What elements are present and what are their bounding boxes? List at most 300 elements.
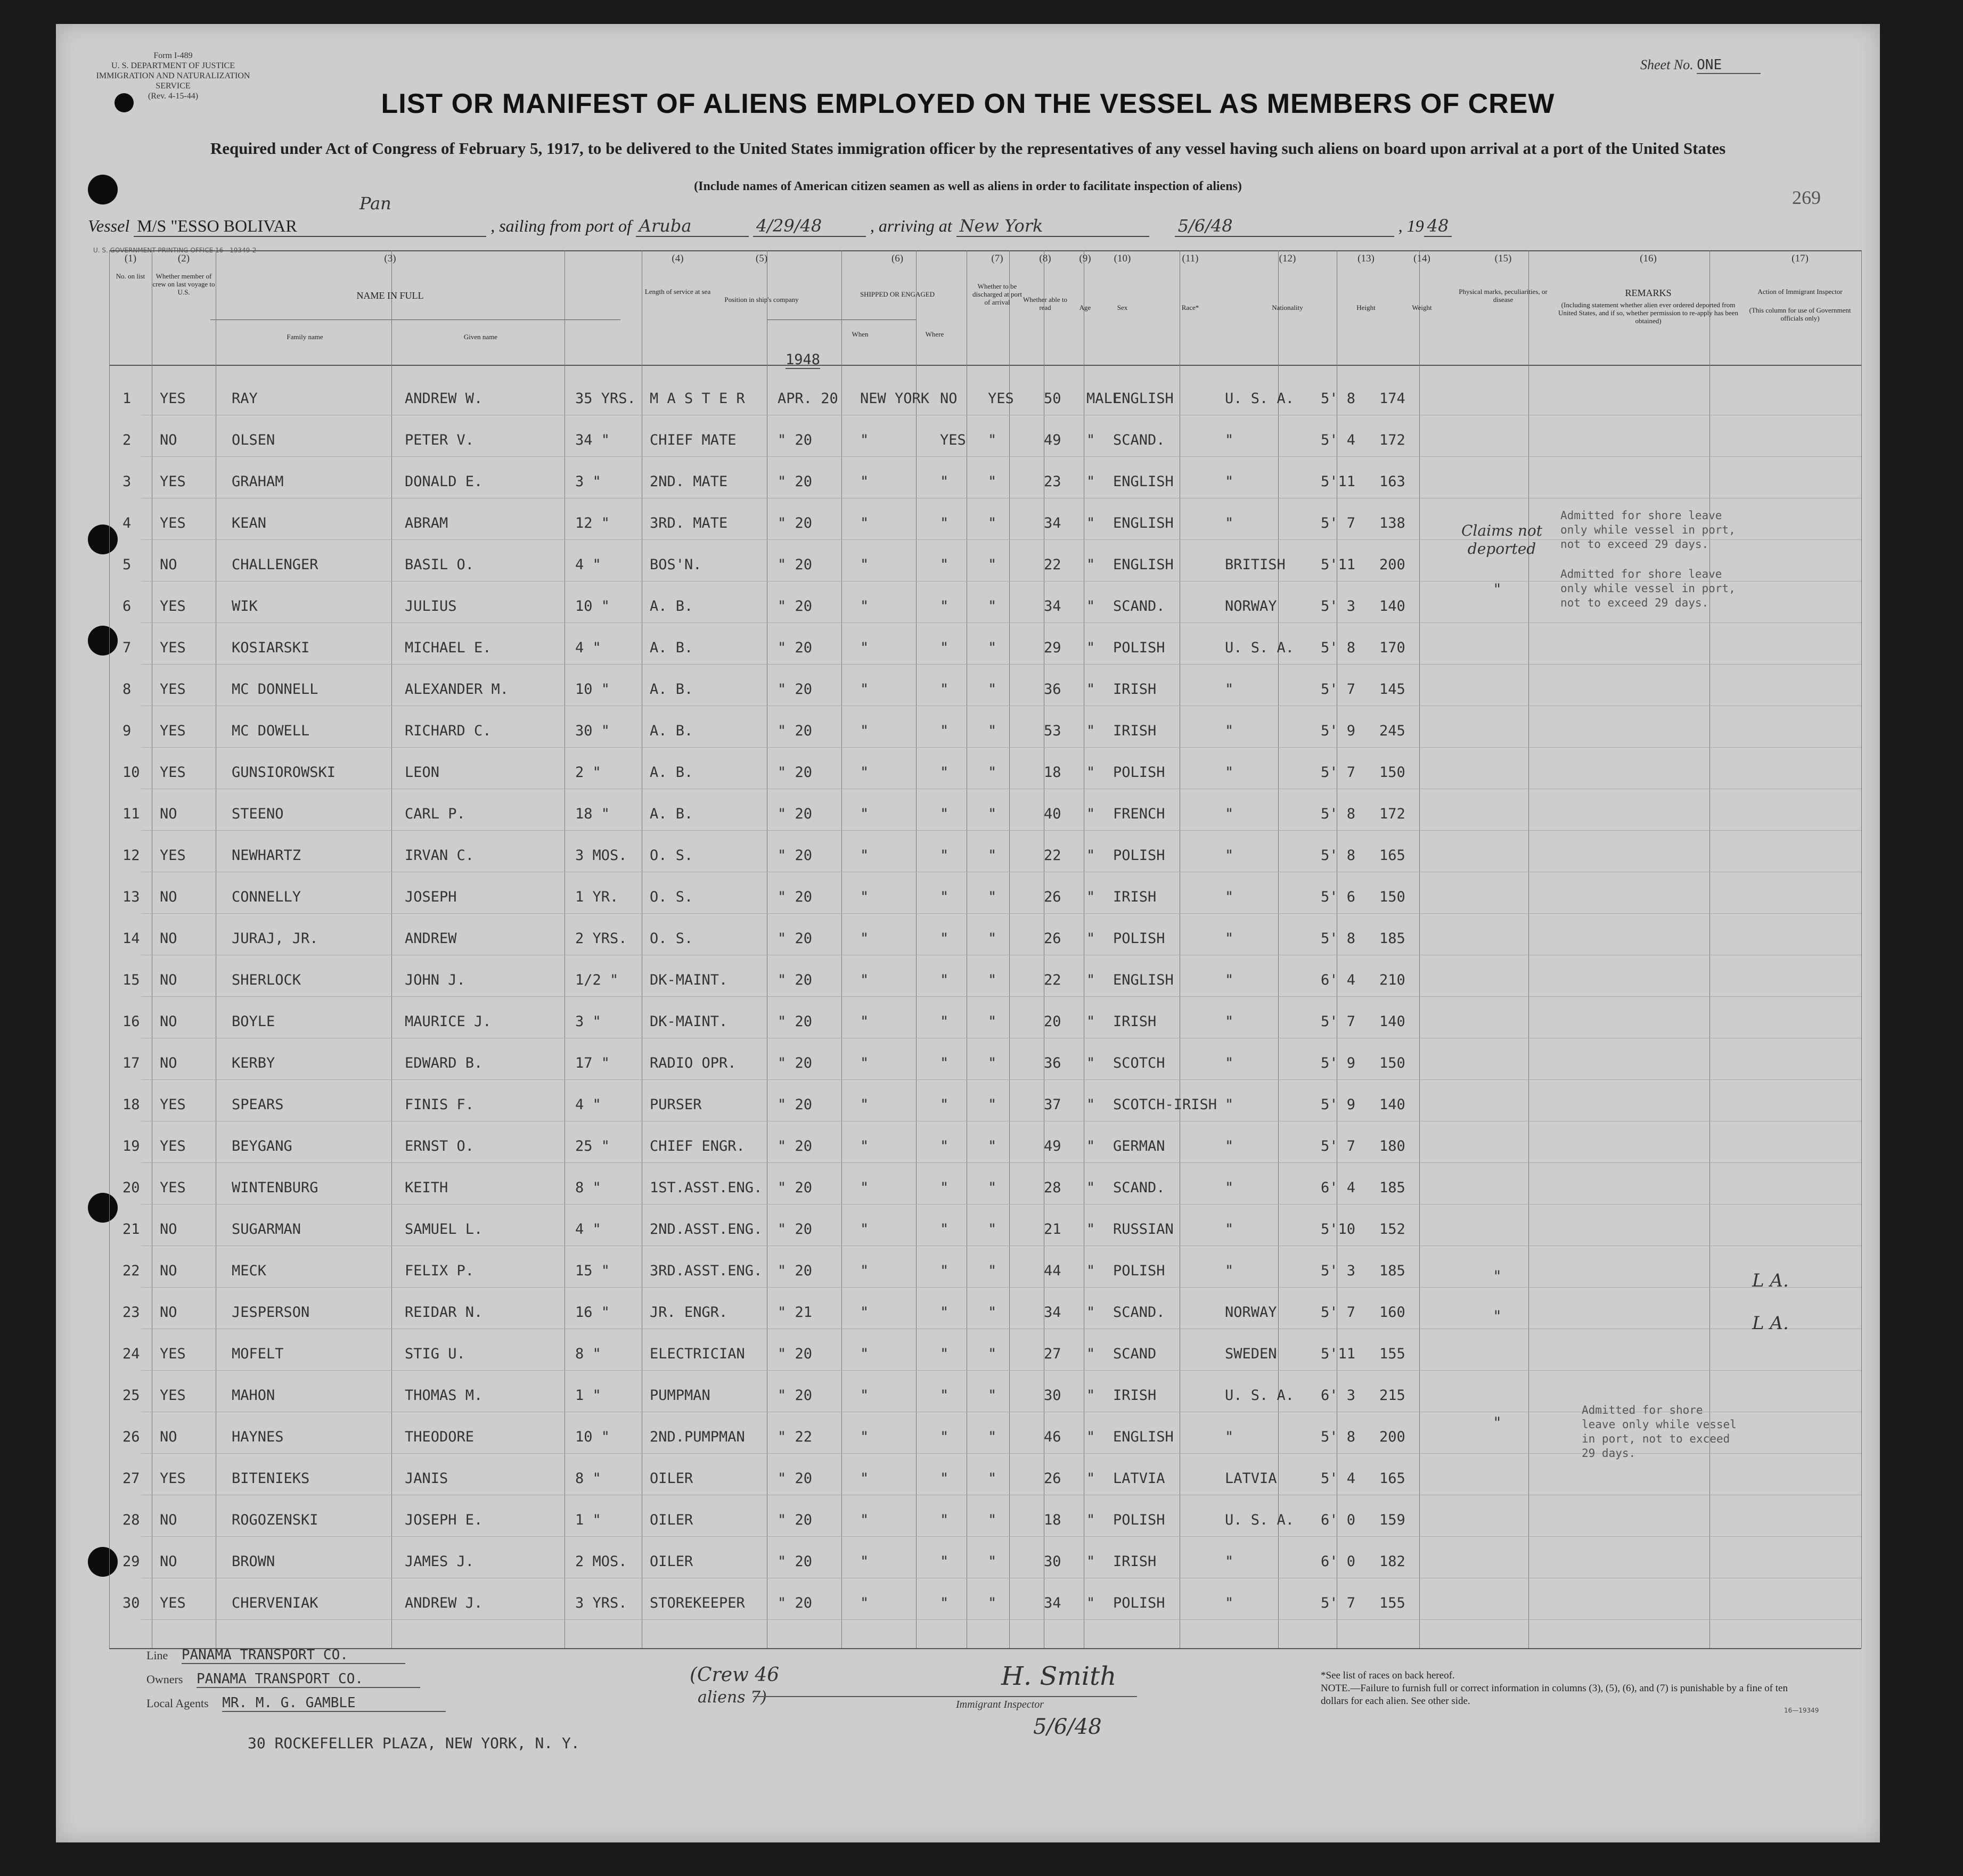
- cell-able-to-read: ": [988, 515, 997, 531]
- cell-given-name: THOMAS M.: [405, 1387, 483, 1404]
- cell-shipped-where: ": [860, 1346, 869, 1362]
- cell-row-number: 26: [122, 1429, 140, 1445]
- cell-previous-voyage: NO: [160, 930, 177, 947]
- cell-shipped-where: ": [860, 1512, 869, 1528]
- col-number: (14): [1413, 253, 1430, 264]
- cell-row-number: 30: [122, 1595, 140, 1611]
- cell-position: OILER: [650, 1553, 693, 1570]
- cell-length-of-service: 12 ": [575, 515, 610, 531]
- cell-shipped-where: ": [860, 1138, 869, 1154]
- cell-shipped-when: " 20: [778, 432, 813, 448]
- penalty-note: NOTE.—Failure to furnish full or correct information in columns (3), (5), (6), and (7) is punishable by a fine of ten dollars for each alien. See other side.: [1321, 1683, 1788, 1707]
- cell-nationality: ": [1225, 930, 1234, 947]
- cell-shipped-when: " 20: [778, 1387, 813, 1404]
- table-row: [56, 1040, 1880, 1079]
- col-header-14: [1395, 253, 1449, 359]
- cell-length-of-service: 34 ": [575, 432, 610, 448]
- cell-family-name: KEAN: [232, 515, 267, 531]
- cell-position: M A S T E R: [650, 390, 745, 407]
- cell-position: A. B.: [650, 723, 693, 739]
- cell-shipped-where: ": [860, 681, 869, 698]
- cell-previous-voyage: NO: [160, 1553, 177, 1570]
- cell-weight: 245: [1379, 723, 1405, 739]
- cell-able-to-read: YES: [988, 390, 1014, 407]
- cell-given-name: LEON: [405, 764, 440, 781]
- header-bottom-rule: [109, 365, 1861, 366]
- cell-age: 30: [1044, 1553, 1061, 1570]
- cell-shipped-where: ": [860, 930, 869, 947]
- cell-weight: 170: [1379, 640, 1405, 656]
- cell-given-name: JULIUS: [405, 598, 457, 615]
- cell-able-to-read: ": [988, 1595, 997, 1611]
- col-number: (9): [1079, 253, 1091, 264]
- cell-height: 5' 7: [1321, 515, 1356, 531]
- cell-race: SCAND: [1113, 1346, 1157, 1362]
- col-number: (13): [1357, 253, 1375, 264]
- cell-position: OILER: [650, 1470, 693, 1487]
- cell-previous-voyage: YES: [160, 1470, 186, 1487]
- cell-nationality: U. S. A.: [1225, 390, 1295, 407]
- cell-shipped-when: " 20: [778, 1179, 813, 1196]
- cell-previous-voyage: NO: [160, 1055, 177, 1071]
- cell-age: 21: [1044, 1221, 1061, 1238]
- cell-position: CHIEF ENGR.: [650, 1138, 745, 1154]
- cell-previous-voyage: YES: [160, 1595, 186, 1611]
- cell-to-be-discharged: ": [940, 681, 949, 698]
- cell-given-name: ANDREW W.: [405, 390, 483, 407]
- cell-to-be-discharged: ": [940, 889, 949, 905]
- cell-able-to-read: ": [988, 1055, 997, 1071]
- cell-sex: ": [1086, 1512, 1095, 1528]
- cell-family-name: STEENO: [232, 806, 284, 822]
- cell-height: 5'11: [1321, 473, 1356, 490]
- cell-race: POLISH: [1113, 1512, 1165, 1528]
- cell-position: A. B.: [650, 806, 693, 822]
- cell-given-name: JAMES J.: [405, 1553, 475, 1570]
- cell-previous-voyage: YES: [160, 723, 186, 739]
- cell-sex: ": [1086, 681, 1095, 698]
- cell-given-name: JOSEPH: [405, 889, 457, 905]
- cell-to-be-discharged: ": [940, 1138, 949, 1154]
- cell-weight: 182: [1379, 1553, 1405, 1570]
- col-label: Length of service at sea: [644, 288, 711, 296]
- cell-weight: 140: [1379, 1013, 1405, 1030]
- cell-age: 34: [1044, 1304, 1061, 1321]
- cell-race: SCAND.: [1113, 598, 1165, 615]
- col-number: (15): [1494, 253, 1512, 264]
- cell-previous-voyage: YES: [160, 681, 186, 698]
- cell-position: 3RD.ASST.ENG.: [650, 1263, 763, 1279]
- cell-nationality: ": [1225, 806, 1234, 822]
- cell-shipped-when: " 20: [778, 972, 813, 988]
- cell-height: 5' 7: [1321, 1304, 1356, 1321]
- cell-sex: ": [1086, 972, 1095, 988]
- cell-family-name: BITENIEKS: [232, 1470, 310, 1487]
- cell-race: RUSSIAN: [1113, 1221, 1174, 1238]
- cell-given-name: ERNST O.: [405, 1138, 475, 1154]
- cell-height: 5' 8: [1321, 930, 1356, 947]
- cell-age: 49: [1044, 1138, 1061, 1154]
- cell-weight: 185: [1379, 1263, 1405, 1279]
- cell-to-be-discharged: ": [940, 1055, 949, 1071]
- cell-shipped-where: ": [860, 847, 869, 864]
- col-header-8: [1023, 253, 1068, 359]
- col-label: Whether member of crew on last voyage to U.S.: [152, 272, 215, 296]
- cell-row-number: 10: [122, 764, 140, 781]
- ditto-mark: ": [1494, 1267, 1501, 1285]
- cell-age: 40: [1044, 806, 1061, 822]
- cell-age: 26: [1044, 930, 1061, 947]
- cell-position: PURSER: [650, 1096, 702, 1113]
- cell-race: ENGLISH: [1113, 556, 1174, 573]
- cell-position: 2ND. MATE: [650, 473, 728, 490]
- col-sublabel-where: Where: [925, 330, 944, 338]
- cell-shipped-when: " 20: [778, 723, 813, 739]
- row-rule: [141, 996, 1861, 997]
- cell-family-name: BROWN: [232, 1553, 275, 1570]
- cell-given-name: CARL P.: [405, 806, 465, 822]
- cell-previous-voyage: YES: [160, 847, 186, 864]
- cell-shipped-where: ": [860, 473, 869, 490]
- cell-nationality: LATVIA: [1225, 1470, 1277, 1487]
- cell-sex: ": [1086, 515, 1095, 531]
- cell-shipped-where: ": [860, 972, 869, 988]
- cell-height: 5' 6: [1321, 889, 1356, 905]
- cell-weight: 150: [1379, 764, 1405, 781]
- cell-race: ENGLISH: [1113, 473, 1174, 490]
- cell-shipped-when: " 20: [778, 681, 813, 698]
- cell-row-number: 15: [122, 972, 140, 988]
- footer-notes: [1321, 1669, 1800, 1708]
- cell-row-number: 21: [122, 1221, 140, 1238]
- cell-shipped-where: ": [860, 1595, 869, 1611]
- cell-able-to-read: ": [988, 1512, 997, 1528]
- remark-row-5: Admitted for shore leave only while vessel in port, not to exceed 29 days.: [1560, 509, 1736, 551]
- cell-given-name: ALEXANDER M.: [405, 681, 509, 698]
- cell-to-be-discharged: ": [940, 1013, 949, 1030]
- cell-weight: 140: [1379, 1096, 1405, 1113]
- cell-shipped-where: ": [860, 806, 869, 822]
- col-header-12: [1238, 253, 1337, 359]
- cell-race: ENGLISH: [1113, 972, 1174, 988]
- cell-length-of-service: 3 YRS.: [575, 1595, 627, 1611]
- cell-weight: 150: [1379, 889, 1405, 905]
- cell-to-be-discharged: ": [940, 764, 949, 781]
- cell-age: 23: [1044, 473, 1061, 490]
- cell-nationality: ": [1225, 515, 1234, 531]
- cell-height: 5' 4: [1321, 432, 1356, 448]
- col-note: (Including statement whether alien ever ordered deported from United States, and if so, whether permission to re-apply has been obtained): [1558, 301, 1738, 325]
- cell-able-to-read: ": [988, 847, 997, 864]
- cell-weight: 152: [1379, 1221, 1405, 1238]
- cell-sex: ": [1086, 432, 1095, 448]
- cell-nationality: ": [1225, 889, 1234, 905]
- line-label: Line: [146, 1649, 168, 1662]
- form-code: 16—19349: [1784, 1707, 1819, 1714]
- cell-to-be-discharged: ": [940, 1470, 949, 1487]
- cell-age: 53: [1044, 723, 1061, 739]
- col-label: Height: [1356, 304, 1376, 312]
- cell-family-name: MOFELT: [232, 1346, 284, 1362]
- col-header-11: [1142, 253, 1238, 359]
- col-number: (1): [124, 253, 137, 264]
- cell-family-name: SPEARS: [232, 1096, 284, 1113]
- cell-family-name: CHERVENIAK: [232, 1595, 318, 1611]
- cell-weight: 180: [1379, 1138, 1405, 1154]
- cell-race: SCAND.: [1113, 1304, 1165, 1321]
- row-rule: [141, 1204, 1861, 1205]
- col-header-16: [1558, 253, 1739, 359]
- cell-position: STOREKEEPER: [650, 1595, 745, 1611]
- cell-shipped-where: ": [860, 1221, 869, 1238]
- cell-to-be-discharged: ": [940, 972, 949, 988]
- col-header-9: [1068, 253, 1102, 359]
- cell-able-to-read: ": [988, 1096, 997, 1113]
- cell-height: 6' 4: [1321, 972, 1356, 988]
- cell-given-name: PETER V.: [405, 432, 475, 448]
- table-row: [56, 1082, 1880, 1121]
- cell-previous-voyage: YES: [160, 473, 186, 490]
- cell-length-of-service: 17 ": [575, 1055, 610, 1071]
- cell-able-to-read: ": [988, 1221, 997, 1238]
- sheet-value: ONE: [1697, 57, 1761, 74]
- year-heading: 1948: [786, 351, 821, 368]
- cell-nationality: NORWAY: [1225, 598, 1277, 615]
- cell-age: 34: [1044, 1595, 1061, 1611]
- sheet-number: [1640, 57, 1761, 74]
- cell-row-number: 28: [122, 1512, 140, 1528]
- cell-length-of-service: 3 ": [575, 1013, 601, 1030]
- page-subnote: (Include names of American citizen seamen as well as aliens in order to facilitate inspection of aliens): [694, 179, 1242, 193]
- cell-family-name: SUGARMAN: [232, 1221, 301, 1238]
- cell-shipped-where: ": [860, 1055, 869, 1071]
- cell-position: 2ND.ASST.ENG.: [650, 1221, 763, 1238]
- cell-row-number: 27: [122, 1470, 140, 1487]
- sailing-date: 4/29/48: [753, 216, 866, 237]
- cell-race: POLISH: [1113, 930, 1165, 947]
- cell-weight: 172: [1379, 432, 1405, 448]
- cell-row-number: 3: [122, 473, 132, 490]
- cell-able-to-read: ": [988, 1387, 997, 1404]
- form-number: Form I-489: [153, 51, 193, 60]
- table-row: [56, 1248, 1880, 1287]
- cell-shipped-when: " 21: [778, 1304, 813, 1321]
- cell-given-name: ANDREW J.: [405, 1595, 483, 1611]
- table-row: [56, 1331, 1880, 1370]
- cell-position: A. B.: [650, 764, 693, 781]
- cell-nationality: BRITISH: [1225, 556, 1286, 573]
- cell-to-be-discharged: ": [940, 598, 949, 615]
- cell-shipped-when: " 20: [778, 598, 813, 615]
- line-value: PANAMA TRANSPORT CO.: [182, 1647, 405, 1664]
- cell-sex: ": [1086, 1055, 1095, 1071]
- col-number: (12): [1279, 253, 1296, 264]
- cell-height: 5' 7: [1321, 1013, 1356, 1030]
- table-row: [56, 1455, 1880, 1495]
- cell-family-name: KOSIARSKI: [232, 640, 310, 656]
- cell-weight: 215: [1379, 1387, 1405, 1404]
- cell-sex: ": [1086, 1429, 1095, 1445]
- cell-row-number: 9: [122, 723, 132, 739]
- cell-height: 5' 7: [1321, 1138, 1356, 1154]
- cell-length-of-service: 2 MOS.: [575, 1553, 627, 1570]
- cell-race: IRISH: [1113, 723, 1157, 739]
- cell-able-to-read: ": [988, 1429, 997, 1445]
- cell-shipped-where: ": [860, 1470, 869, 1487]
- cell-family-name: MC DONNELL: [232, 681, 318, 698]
- cell-race: SCAND.: [1113, 432, 1165, 448]
- cell-length-of-service: 2 ": [575, 764, 601, 781]
- cell-shipped-when: " 20: [778, 1346, 813, 1362]
- cell-to-be-discharged: ": [940, 1263, 949, 1279]
- cell-age: 44: [1044, 1263, 1061, 1279]
- cell-nationality: ": [1225, 764, 1234, 781]
- cell-able-to-read: ": [988, 1179, 997, 1196]
- cell-age: 22: [1044, 556, 1061, 573]
- table-row: [56, 375, 1880, 415]
- cell-able-to-read: ": [988, 1304, 997, 1321]
- cell-position: O. S.: [650, 889, 693, 905]
- cell-previous-voyage: NO: [160, 1429, 177, 1445]
- page-title: LIST OR MANIFEST OF ALIENS EMPLOYED ON THE VESSEL AS MEMBERS OF CREW: [381, 88, 1555, 119]
- cell-weight: 200: [1379, 556, 1405, 573]
- cell-family-name: CHALLENGER: [232, 556, 318, 573]
- cell-height: 5' 9: [1321, 723, 1356, 739]
- cell-age: 26: [1044, 1470, 1061, 1487]
- cell-able-to-read: ": [988, 1013, 997, 1030]
- cell-nationality: ": [1225, 723, 1234, 739]
- col-header-1: [109, 253, 152, 359]
- cell-given-name: SAMUEL L.: [405, 1221, 483, 1238]
- cell-race: SCAND.: [1113, 1179, 1165, 1196]
- cell-family-name: BEYGANG: [232, 1138, 292, 1154]
- cell-able-to-read: ": [988, 681, 997, 698]
- cell-row-number: 1: [122, 390, 132, 407]
- cell-shipped-where: ": [860, 640, 869, 656]
- table-row: [56, 874, 1880, 913]
- cell-row-number: 7: [122, 640, 132, 656]
- cell-age: 34: [1044, 598, 1061, 615]
- cell-given-name: JOHN J.: [405, 972, 465, 988]
- table-row: [56, 625, 1880, 664]
- cell-height: 5' 8: [1321, 640, 1356, 656]
- cell-sex: ": [1086, 847, 1095, 864]
- row-rule: [141, 456, 1861, 457]
- table-row: [56, 1580, 1880, 1619]
- table-row: [56, 1123, 1880, 1162]
- cell-row-number: 14: [122, 930, 140, 947]
- line-field: [146, 1647, 405, 1664]
- cell-previous-voyage: NO: [160, 1263, 177, 1279]
- col-label: SHIPPED OR ENGAGED: [860, 290, 935, 298]
- cell-to-be-discharged: ": [940, 1346, 949, 1362]
- col-header-7: [972, 253, 1023, 359]
- cell-weight: 165: [1379, 1470, 1405, 1487]
- table-row: [56, 1497, 1880, 1536]
- cell-race: SCOTCH: [1113, 1055, 1165, 1071]
- col-number: (8): [1039, 253, 1051, 264]
- cell-race: ENGLISH: [1113, 515, 1174, 531]
- cell-shipped-where: ": [860, 598, 869, 615]
- cell-race: ENGLISH: [1113, 1429, 1174, 1445]
- cell-shipped-when: " 20: [778, 847, 813, 864]
- cell-previous-voyage: NO: [160, 432, 177, 448]
- cell-previous-voyage: NO: [160, 1221, 177, 1238]
- cell-nationality: ": [1225, 1263, 1234, 1279]
- cell-sex: ": [1086, 556, 1095, 573]
- vessel-name: M/S "ESSO BOLIVAR: [134, 216, 486, 237]
- cell-row-number: 4: [122, 515, 132, 531]
- stamp-number: 269: [1792, 187, 1821, 208]
- cell-height: 5' 7: [1321, 1595, 1356, 1611]
- cell-able-to-read: ": [988, 889, 997, 905]
- cell-family-name: ROGOZENSKI: [232, 1512, 318, 1528]
- cell-family-name: WINTENBURG: [232, 1179, 318, 1196]
- cell-to-be-discharged: ": [940, 1512, 949, 1528]
- cell-given-name: DONALD E.: [405, 473, 483, 490]
- cell-able-to-read: ": [988, 556, 997, 573]
- cell-position: A. B.: [650, 681, 693, 698]
- col-header-2: [152, 253, 216, 359]
- cell-given-name: JOSEPH E.: [405, 1512, 483, 1528]
- cell-shipped-when: " 20: [778, 889, 813, 905]
- physical-marks-note: Claims not deported: [1461, 522, 1542, 558]
- cell-given-name: MICHAEL E.: [405, 640, 492, 656]
- cell-previous-voyage: NO: [160, 1512, 177, 1528]
- cell-race: IRISH: [1113, 681, 1157, 698]
- arrival-port: New York: [956, 216, 1149, 237]
- cell-position: PUMPMAN: [650, 1387, 710, 1404]
- cell-sex: ": [1086, 1595, 1095, 1611]
- cell-race: IRISH: [1113, 1387, 1157, 1404]
- cell-position: O. S.: [650, 847, 693, 864]
- cell-previous-voyage: YES: [160, 1179, 186, 1196]
- col-header-15: [1449, 253, 1558, 359]
- cell-nationality: ": [1225, 1179, 1234, 1196]
- cell-age: 29: [1044, 640, 1061, 656]
- cell-shipped-where: ": [860, 1304, 869, 1321]
- cell-shipped-when: " 20: [778, 1013, 813, 1030]
- cell-race: POLISH: [1113, 1595, 1165, 1611]
- cell-shipped-when: " 20: [778, 1138, 813, 1154]
- cell-able-to-read: ": [988, 598, 997, 615]
- cell-length-of-service: 4 ": [575, 1096, 601, 1113]
- owners-value: PANAMA TRANSPORT CO.: [197, 1671, 420, 1688]
- cell-race: POLISH: [1113, 640, 1165, 656]
- cell-height: 5'10: [1321, 1221, 1356, 1238]
- table-row: [56, 1206, 1880, 1246]
- cell-row-number: 29: [122, 1553, 140, 1570]
- row-rule: [141, 1079, 1861, 1080]
- cell-previous-voyage: YES: [160, 598, 186, 615]
- cell-shipped-when: " 20: [778, 1595, 813, 1611]
- cell-family-name: RAY: [232, 390, 258, 407]
- cell-able-to-read: ": [988, 1470, 997, 1487]
- cell-sex: ": [1086, 1387, 1095, 1404]
- col-number: (4): [672, 253, 684, 264]
- row-rule: [141, 1370, 1861, 1371]
- table-row: [56, 1165, 1880, 1204]
- col-label: Position in ship's company: [724, 296, 799, 304]
- cell-race: POLISH: [1113, 1263, 1165, 1279]
- department-name: U. S. DEPARTMENT OF JUSTICE: [111, 61, 235, 70]
- cell-able-to-read: ": [988, 640, 997, 656]
- cell-previous-voyage: NO: [160, 556, 177, 573]
- cell-nationality: ": [1225, 432, 1234, 448]
- cell-sex: ": [1086, 598, 1095, 615]
- cell-nationality: ": [1225, 1595, 1234, 1611]
- cell-sex: ": [1086, 640, 1095, 656]
